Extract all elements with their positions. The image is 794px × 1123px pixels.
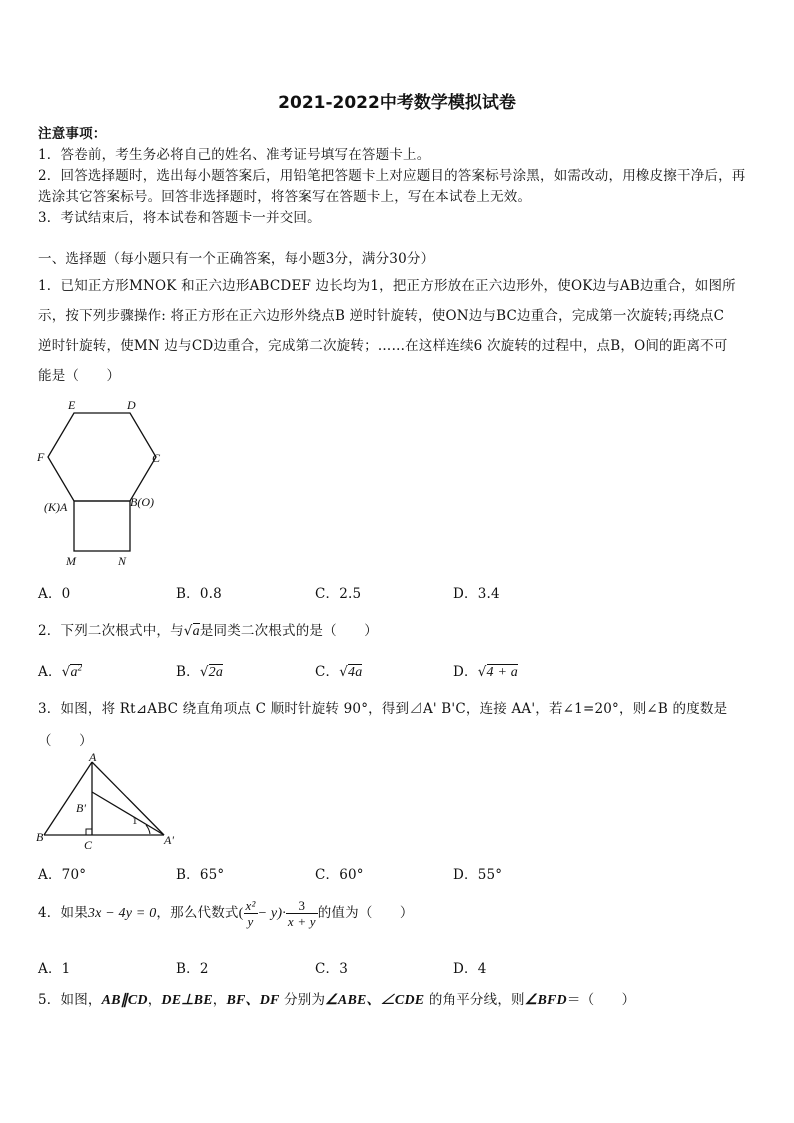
label-C: C xyxy=(84,838,93,852)
q5-stem xyxy=(38,988,635,1009)
q5-angle-bfd: ∠BFD xyxy=(524,993,567,1008)
q2-stem-pre: 2．下列二次根式中，与 xyxy=(38,623,184,639)
q1-option: C．2.5 xyxy=(315,586,362,602)
q3-option: D．55° xyxy=(453,867,503,883)
label-F: F xyxy=(37,450,45,464)
exponent: 2 xyxy=(77,662,83,673)
fraction-x2-over-y xyxy=(244,898,258,929)
q4-pre: 4．如果 xyxy=(38,905,88,921)
q3-paren: （ ） xyxy=(38,733,93,749)
q3-option: A．70° xyxy=(38,867,87,883)
option-label: C． xyxy=(315,664,340,680)
sqrt-a-expression: √a xyxy=(183,623,200,639)
q5-bf-df: BF、DF xyxy=(226,993,280,1008)
radicand: 2a xyxy=(208,665,224,680)
numerator: 3 xyxy=(286,898,318,914)
label-N: N xyxy=(118,554,127,568)
label-angle-1: 1 xyxy=(132,815,138,827)
label-C: C xyxy=(152,451,161,465)
minus-y: − y)· xyxy=(257,906,286,921)
q5-end: ＝（ ） xyxy=(566,992,636,1008)
q3-option: C．60° xyxy=(315,867,364,883)
option-label: A． xyxy=(38,664,62,680)
notice-item: 选涂其它答案标号。回答非选择题时，将答案写在答题卡上，写在本试卷上无效。 xyxy=(38,189,532,205)
q1-option: D．3.4 xyxy=(453,586,500,602)
radicand: a xyxy=(192,624,200,639)
q4-post: 的值为（ ） xyxy=(317,905,414,921)
q3-option: B．65° xyxy=(176,867,225,883)
q4-option: B．2 xyxy=(176,961,209,977)
q1-stem-line: 示，按下列步骤操作: 将正方形在正六边形外绕点B 逆时针旋转，使ON边与BC边重合，完成第一次旋转;再绕点C xyxy=(38,308,725,324)
notice-item: 3．考试结束后，将本试卷和答题卡一并交回。 xyxy=(38,210,321,226)
q4-mid: ，那么代数式 xyxy=(156,905,239,921)
separator: ， xyxy=(147,992,162,1008)
q5-de-perp-be: DE⊥BE xyxy=(161,993,213,1008)
option-label: B． xyxy=(176,664,200,680)
square-shape xyxy=(74,501,130,551)
radicand: 4a xyxy=(348,665,363,680)
fraction-3-over-x-plus-y xyxy=(286,898,318,929)
separator: ， xyxy=(212,992,227,1008)
label-E: E xyxy=(68,398,76,412)
label-B: B xyxy=(36,830,44,844)
label-D: D xyxy=(127,398,136,412)
q5-ab-parallel-cd: AB∥CD xyxy=(101,993,148,1008)
q2-option-d: D．√4 + a xyxy=(453,664,518,680)
denominator: x + y xyxy=(287,914,316,929)
q1-option: B．0.8 xyxy=(176,586,222,602)
q2-stem-post: 是同类二次根式的是（ ） xyxy=(199,623,378,639)
label-KA: (K)A xyxy=(44,500,68,514)
label-A-prime: A' xyxy=(164,833,174,847)
q2-stem xyxy=(38,619,378,640)
numerator: x² xyxy=(245,898,256,913)
hexagon-shape xyxy=(48,413,156,501)
label-BO: B(O) xyxy=(130,495,154,509)
q5-pre: 5．如图， xyxy=(38,992,102,1008)
q5-mid: 分别为 xyxy=(279,992,326,1008)
label-A: A xyxy=(89,752,97,764)
q1-stem-line: 1．已知正方形MNOK 和正六边形ABCDEF 边长均为1，把正方形放在正六边形外，使OK边与AB边重合，如图所 xyxy=(38,278,736,294)
notice-item: 2．回答选择题时，选出每小题答案后，用铅笔把答题卡上对应题目的答案标号涂黑，如需改动，用橡皮擦干净后，再 xyxy=(38,168,746,184)
radicand: a xyxy=(70,665,78,680)
q5-post: 的角平分线，则 xyxy=(424,992,525,1008)
denominator: y xyxy=(247,914,254,929)
notice-heading: 注意事项： xyxy=(38,126,107,142)
q3-figure-triangles xyxy=(34,752,184,852)
q4-option: D．4 xyxy=(453,961,487,977)
q4-option: A．1 xyxy=(38,961,71,977)
radicand: 4 + a xyxy=(486,665,518,680)
q4-option: C．3 xyxy=(315,961,349,977)
notice-item: 1．答卷前，考生务必将自己的姓名、准考证号填写在答题卡上。 xyxy=(38,147,431,163)
q5-angles: ∠ABE、∠CDE xyxy=(325,993,425,1008)
section-heading: 一、选择题（每小题只有一个正确答案，每小题3分，满分30分） xyxy=(38,251,435,267)
q4-stem: 4．如果3x − 4y = 0，那么代数式( $\frac{\text{x²}}{y}$ − y)· $\frac{3}{x + y}$ 的值为（ ） xyxy=(38,898,414,929)
q3-stem: 3．如图，将 Rt⊿ABC 绕直角项点 C 顺时针旋转 90°，得到⊿A' B'C，连接 AA'，若∠1=20°，则∠B 的度数是 xyxy=(38,701,728,717)
q2-option-a: A．$√a^2$ xyxy=(38,662,83,680)
page-title: 2021-2022中考数学模拟试卷 xyxy=(278,93,516,113)
q1-figure-hexagon-square xyxy=(30,395,170,570)
label-M: M xyxy=(66,554,76,568)
q1-stem-line: 逆时针旋转，使MN 边与CD边重合，完成第二次旋转；……在这样连续6 次旋转的过程中，点B，O间的距离不可 xyxy=(38,338,728,354)
q1-stem-line: 能是（ ） xyxy=(38,368,121,384)
q2-option-c: C．√4a xyxy=(315,664,363,680)
label-B-prime: B' xyxy=(76,801,86,815)
q2-option-b: B．√2a xyxy=(176,664,224,680)
q4-condition: 3x − 4y = 0 xyxy=(87,906,157,921)
option-label: D． xyxy=(453,664,478,680)
q1-option: A．0 xyxy=(38,586,71,602)
